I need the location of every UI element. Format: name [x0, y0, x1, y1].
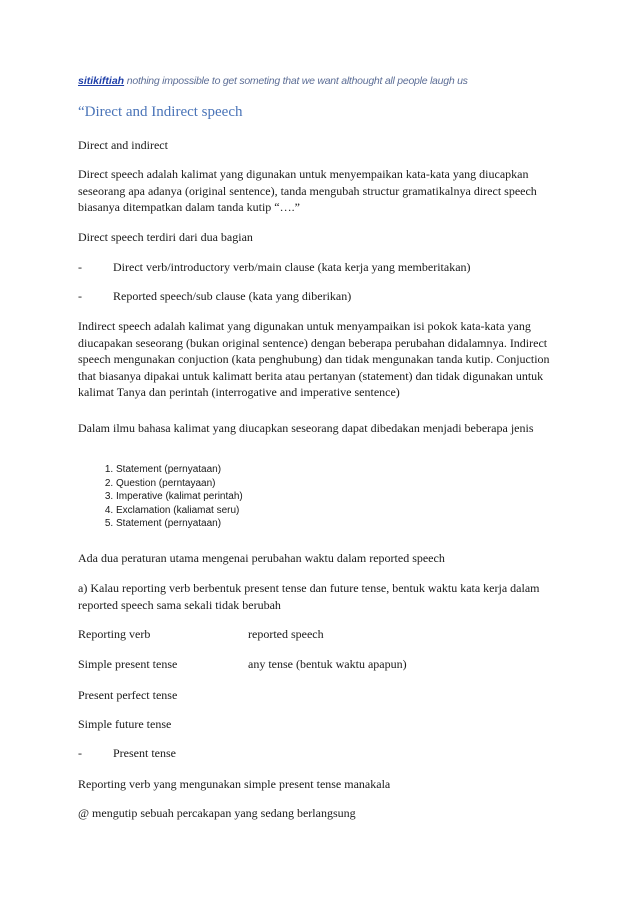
paragraph-rule-a: a) Kalau reporting verb berbentuk present tense dan future tense, bentuk waktu kata kerja dalam reported speech sama sekali tidak berubah	[78, 581, 540, 612]
list-item: 3. Imperative (kalimat perintah)	[116, 490, 243, 504]
sentence-types-list	[96, 463, 243, 531]
paragraph-direct-speech-definition: Direct speech adalah kalimat yang digunakan untuk menyempaikan kata-kata yang diucapkan seseorang apa adanya (original sentence), tanda mengubah structur gramatikalnya direct speech biasanya ditempatkan dalam tanda kutip “….”	[78, 167, 537, 214]
table-cell-left: Simple present tense	[78, 657, 178, 671]
dash-item	[78, 260, 471, 275]
site-link[interactable]: sitikiftiah	[78, 75, 125, 87]
page-title: “Direct and Indirect speech	[78, 104, 243, 120]
paragraph-sentence-types: Dalam ilmu bahasa kalimat yang diucapkan seseorang dapat dibedakan menjadi beberapa jenis	[78, 421, 534, 435]
dash-item	[78, 746, 176, 761]
dash-item	[78, 289, 351, 304]
table-cell-right: any tense (bentuk waktu apapun)	[248, 657, 407, 671]
paragraph-direct-speech-parts: Direct speech terdiri dari dua bagian	[78, 230, 253, 244]
dash-marker: -	[78, 260, 82, 274]
table-row	[78, 627, 324, 642]
list-item: 5. Statement (pernyataan)	[116, 517, 243, 531]
paragraph-quote-example: @ mengutip sebuah percakapan yang sedang berlangsung	[78, 806, 356, 820]
table-cell-right: reported speech	[248, 627, 324, 641]
dash-item-text: Present tense	[113, 746, 176, 760]
paragraph-indirect-speech-definition: Indirect speech adalah kalimat yang digunakan untuk menyampaikan isi pokok kata-kata yang diucapakan seseorang (bukan original sentence) dengan beberapa perubahan didalamnya. Indirect speech mengunakan conjuction (kata penghubung) dan tidak mengunakan tanda kutip. Conjuction that biasanya dipakai untuk kalimatt berita atau pertanyan (statement) dan tidak digunakan untuk kalimat Tanya dan perintah (interrogative and imperative sentence)	[78, 319, 550, 399]
blog-header	[78, 75, 468, 87]
paragraph-direct-and-indirect: Direct and indirect	[78, 138, 168, 152]
dash-item-text: Direct verb/introductory verb/main clause (kata kerja yang memberitakan)	[113, 260, 471, 274]
dash-item-text: Reported speech/sub clause (kata yang diberikan)	[113, 289, 352, 303]
paragraph-present-perfect: Present perfect tense	[78, 688, 178, 702]
dash-marker: -	[78, 746, 82, 760]
paragraph-simple-future: Simple future tense	[78, 717, 172, 731]
site-tagline: nothing impossible to get someting that we want althought all people laugh us	[124, 75, 468, 87]
paragraph-tense-rules: Ada dua peraturan utama mengenai perubahan waktu dalam reported speech	[78, 551, 445, 565]
paragraph-reporting-verb-usage: Reporting verb yang mengunakan simple present tense manakala	[78, 777, 391, 791]
dash-marker: -	[78, 289, 82, 303]
list-item: 2. Question (perntayaan)	[116, 477, 243, 491]
table-row	[78, 657, 407, 672]
table-cell-left: Reporting verb	[78, 627, 151, 641]
list-item: 4. Exclamation (kaliamat seru)	[116, 504, 243, 518]
list-item: 1. Statement (pernyataan)	[116, 463, 243, 477]
